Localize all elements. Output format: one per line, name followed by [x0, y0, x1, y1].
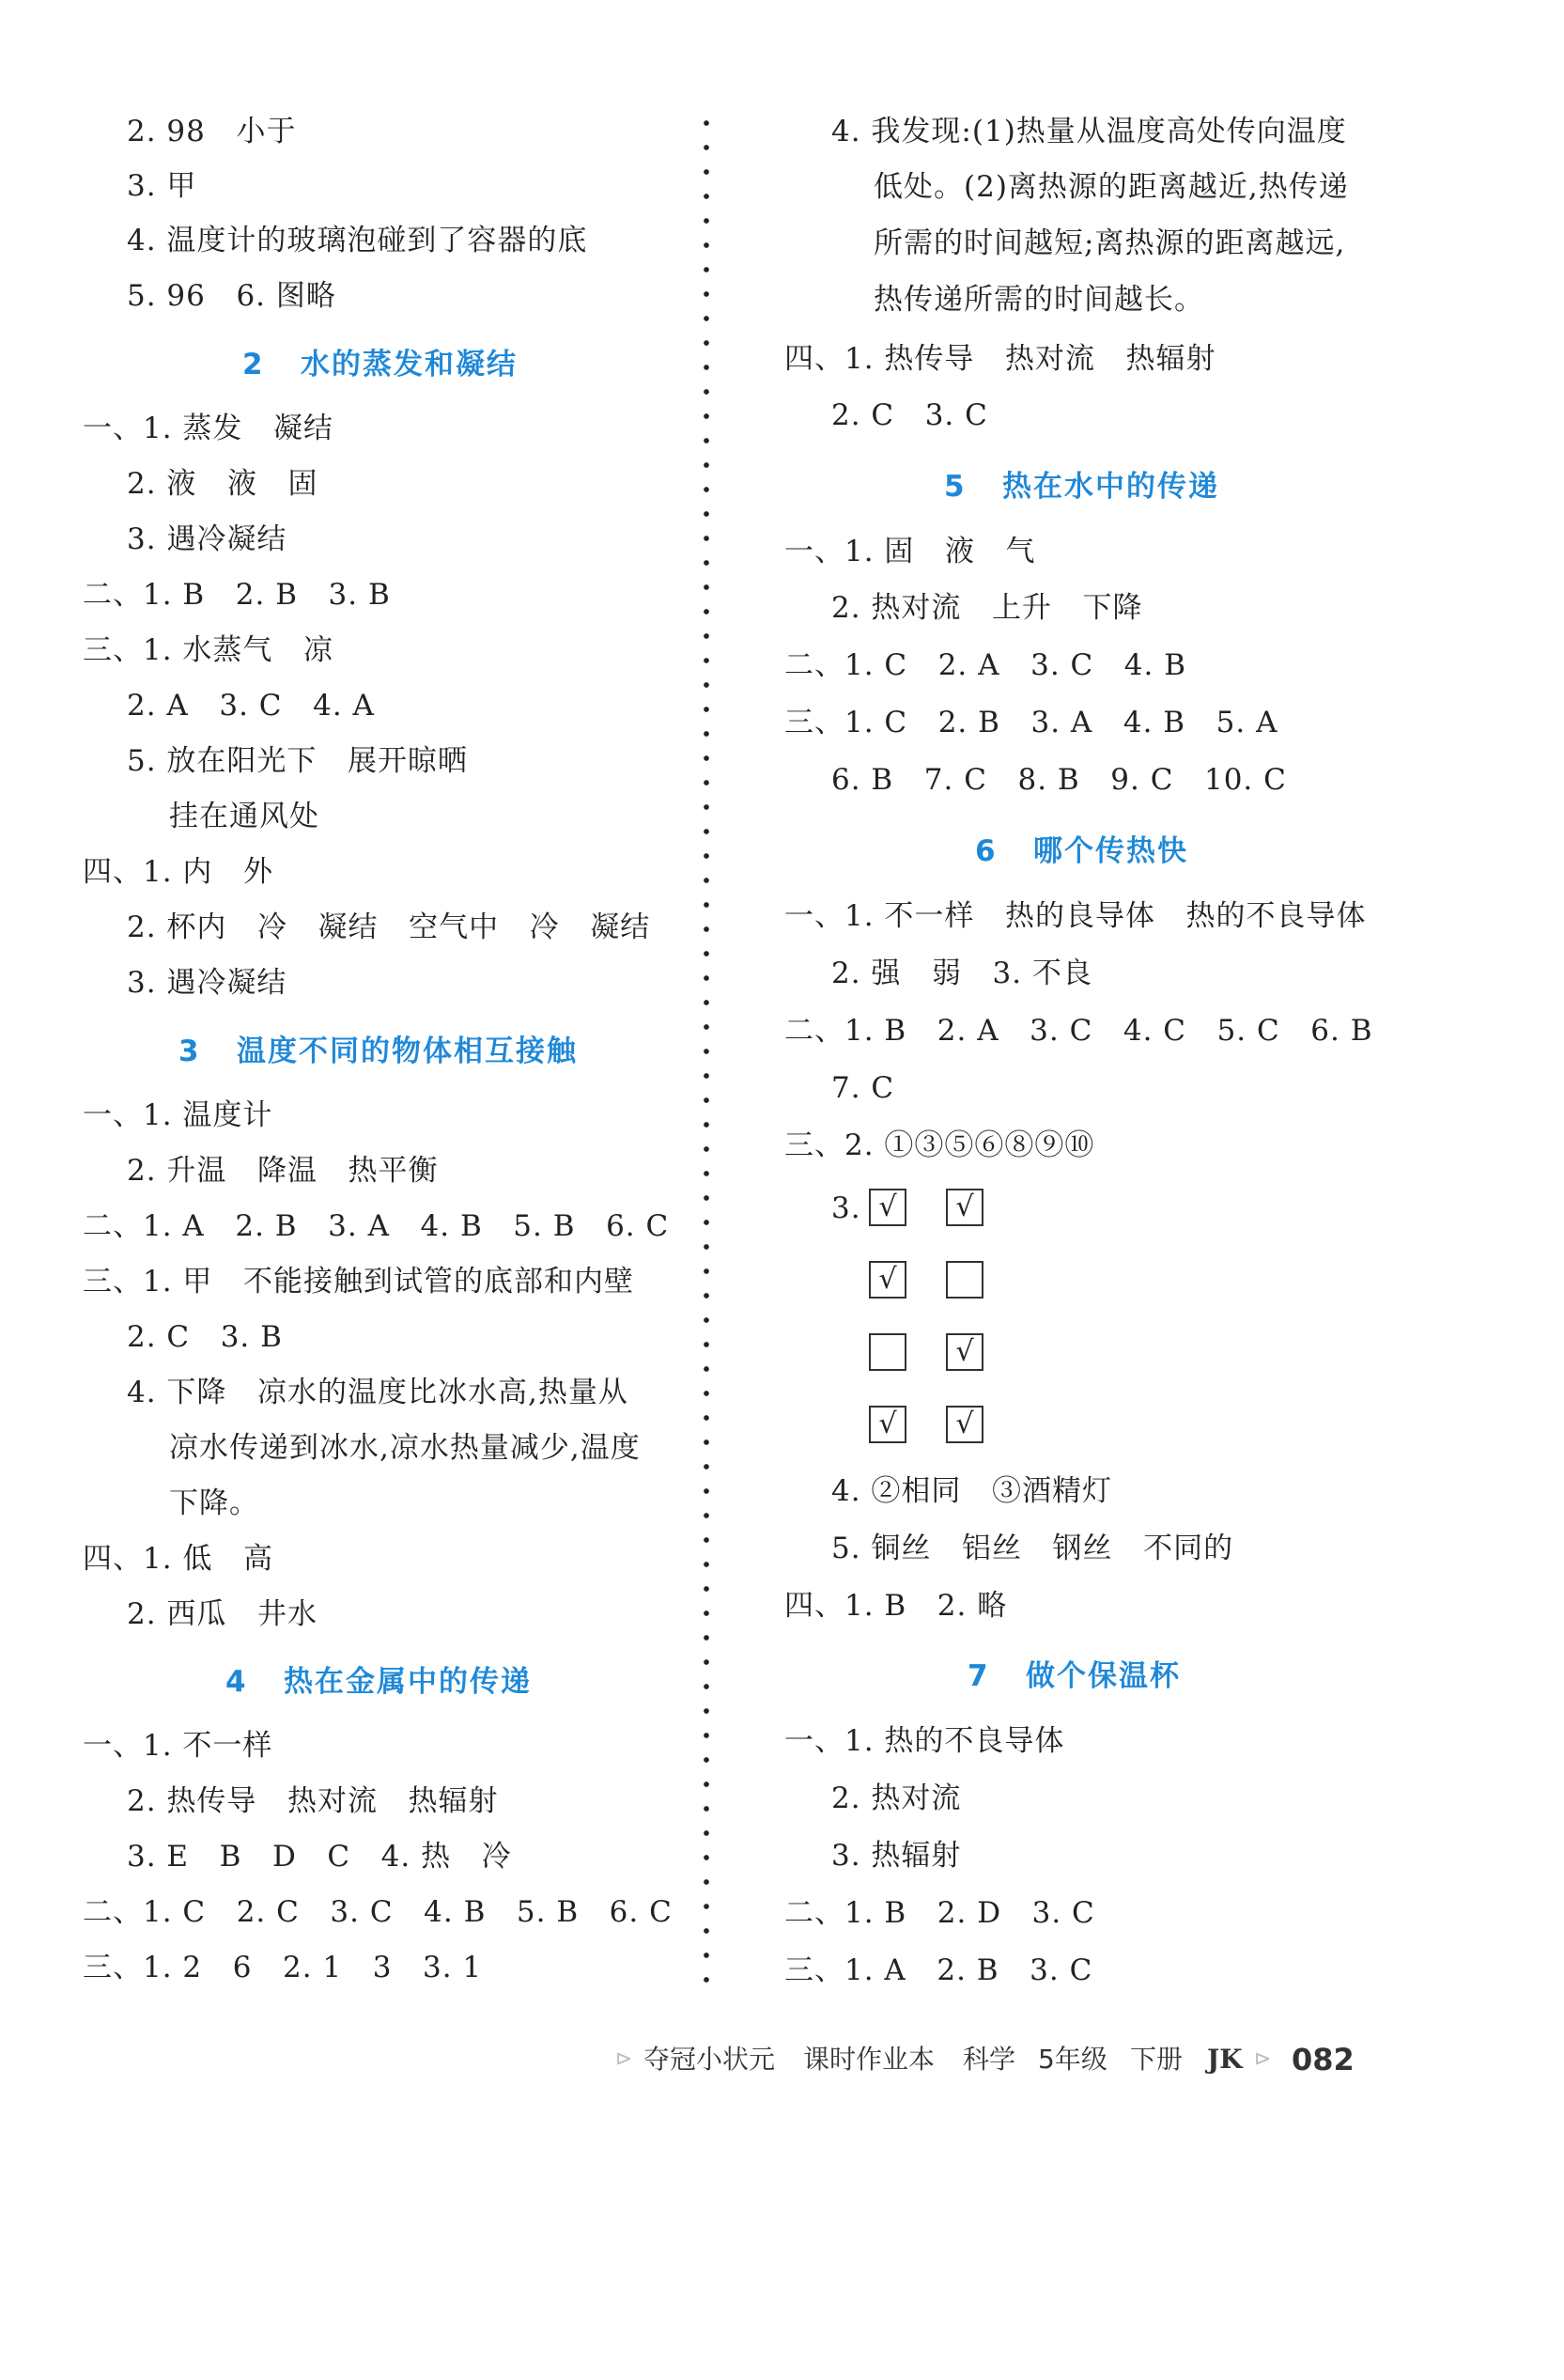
section-heading: 4 热在金属中的传递 — [225, 1665, 532, 1699]
answer-line: 四、1. 低 高 — [83, 1542, 273, 1576]
answer-line: 一、1. 不一样 — [83, 1729, 273, 1763]
answer-line: 一、1. 蒸发 凝结 — [83, 412, 333, 445]
checkbox: √ — [946, 1189, 983, 1226]
footer-arrow-icon: ⊳ — [615, 2047, 633, 2071]
answer-line: 三、1. 甲 不能接触到试管的底部和内壁 — [83, 1265, 634, 1299]
answer-line: 2. 强 弱 3. 不良 — [831, 957, 1092, 990]
answer-line: 二、1. B 2. A 3. C 4. C 5. C 6. B — [784, 1014, 1373, 1048]
answer-line: 5. 铜丝 铝丝 钢丝 不同的 — [831, 1532, 1234, 1565]
answer-line: 2. 98 小于 — [127, 115, 297, 148]
answer-line: 二、1. C 2. C 3. C 4. B 5. B 6. C — [83, 1895, 673, 1929]
answer-line: 3. 甲 — [127, 169, 197, 203]
answer-line: 4. 温度计的玻璃泡碰到了容器的底 — [127, 224, 588, 257]
answer-line: 二、1. B 2. D 3. C — [784, 1896, 1095, 1930]
edition-label: JK — [1207, 2044, 1243, 2075]
answer-line: 3. 遇冷凝结 — [127, 522, 287, 556]
answer-line: 2. 液 液 固 — [127, 467, 318, 501]
answer-line: 四、1. B 2. 略 — [784, 1589, 1008, 1623]
section-heading: 3 温度不同的物体相互接触 — [178, 1034, 578, 1068]
checkbox: √ — [946, 1406, 983, 1443]
answer-line: 4. ②相同 ③酒精灯 — [831, 1474, 1112, 1508]
answer-line: 三、1. 水蒸气 凉 — [83, 633, 333, 667]
answer-line: 3. 遇冷凝结 — [127, 966, 287, 1000]
answer-line: 5. 放在阳光下 展开晾晒 — [127, 744, 468, 778]
answer-line: 7. C — [831, 1071, 895, 1105]
footer-arrow-icon: ⊳ — [1254, 2047, 1272, 2071]
section-heading: 7 做个保温杯 — [968, 1659, 1181, 1693]
answer-line: 热传递所需的时间越长。 — [874, 283, 1204, 317]
answer-line: 二、1. C 2. A 3. C 4. B — [784, 648, 1187, 682]
answer-line: 挂在通风处 — [169, 800, 319, 833]
answer-line: 二、1. B 2. B 3. B — [83, 578, 391, 612]
answer-line: 四、1. 内 外 — [83, 855, 273, 889]
book-title: 课时作业本 — [803, 2044, 936, 2075]
grade-label: 5年级 — [1038, 2044, 1107, 2075]
checkbox: √ — [869, 1261, 906, 1299]
page-number: 082 — [1292, 2042, 1355, 2077]
answer-line: 2. 热对流 — [831, 1781, 962, 1815]
answer-line: 5. 96 6. 图略 — [127, 279, 336, 313]
page-footer — [615, 2039, 1355, 2080]
section-heading: 5 热在水中的传递 — [944, 470, 1219, 504]
checkbox: √ — [869, 1189, 906, 1226]
answer-line: 4. 下降 凉水的温度比冰水高,热量从 — [127, 1376, 628, 1409]
answer-line: 一、1. 不一样 热的良导体 热的不良导体 — [784, 899, 1367, 933]
subject-name: 科学 — [963, 2044, 1016, 2075]
checkbox: √ — [946, 1333, 983, 1371]
answer-line: 三、2. ①③⑤⑥⑧⑨⑩ — [784, 1128, 1095, 1162]
volume-label: 下册 — [1130, 2044, 1184, 2075]
answer-line: 三、1. A 2. B 3. C — [784, 1953, 1093, 1987]
answer-line: 2. A 3. C 4. A — [127, 689, 375, 723]
answer-line: 一、1. 固 液 气 — [784, 535, 1036, 568]
answer-line: 3. E B D C 4. 热 冷 — [127, 1840, 512, 1874]
checkbox — [869, 1333, 906, 1371]
answer-line: 2. 西瓜 井水 — [127, 1597, 317, 1631]
answer-line: 3. 热辐射 — [831, 1839, 962, 1873]
answer-line: 二、1. A 2. B 3. A 4. B 5. B 6. C — [83, 1209, 670, 1243]
answer-line: 2. 热对流 上升 下降 — [831, 591, 1143, 625]
checkbox — [946, 1261, 983, 1299]
answer-line: 2. 升温 降温 热平衡 — [127, 1154, 439, 1188]
answer-line: 2. C 3. C — [831, 398, 988, 432]
section-heading: 2 水的蒸发和凝结 — [242, 348, 518, 381]
checkbox: √ — [869, 1406, 906, 1443]
answer-line: 低处。(2)离热源的距离越近,热传递 — [874, 170, 1349, 204]
answer-line: 2. 杯内 冷 凝结 空气中 冷 凝结 — [127, 910, 651, 944]
answer-line: 所需的时间越短;离热源的距离越远, — [874, 226, 1346, 260]
section-heading: 6 哪个传热快 — [975, 834, 1188, 868]
answer-line: 3. — [831, 1191, 861, 1225]
answer-line: 下降。 — [169, 1486, 259, 1520]
answer-line: 三、1. 2 6 2. 1 3 3. 1 — [83, 1951, 483, 1984]
answer-line: 4. 我发现:(1)热量从温度高处传向温度 — [831, 115, 1347, 148]
answer-line: 凉水传递到冰水,凉水热量减少,温度 — [169, 1431, 641, 1465]
answer-line: 2. C 3. B — [127, 1320, 283, 1354]
answer-line: 2. 热传导 热对流 热辐射 — [127, 1784, 499, 1818]
answer-line: 一、1. 温度计 — [83, 1098, 273, 1132]
answer-line: 三、1. C 2. B 3. A 4. B 5. A — [784, 706, 1278, 739]
series-name: 夺冠小状元 — [643, 2044, 776, 2075]
answer-line: 四、1. 热传导 热对流 热辐射 — [784, 342, 1216, 376]
answer-line: 6. B 7. C 8. B 9. C 10. C — [831, 763, 1287, 797]
dotted-column-divider — [703, 111, 710, 1990]
answer-line: 一、1. 热的不良导体 — [784, 1724, 1065, 1758]
